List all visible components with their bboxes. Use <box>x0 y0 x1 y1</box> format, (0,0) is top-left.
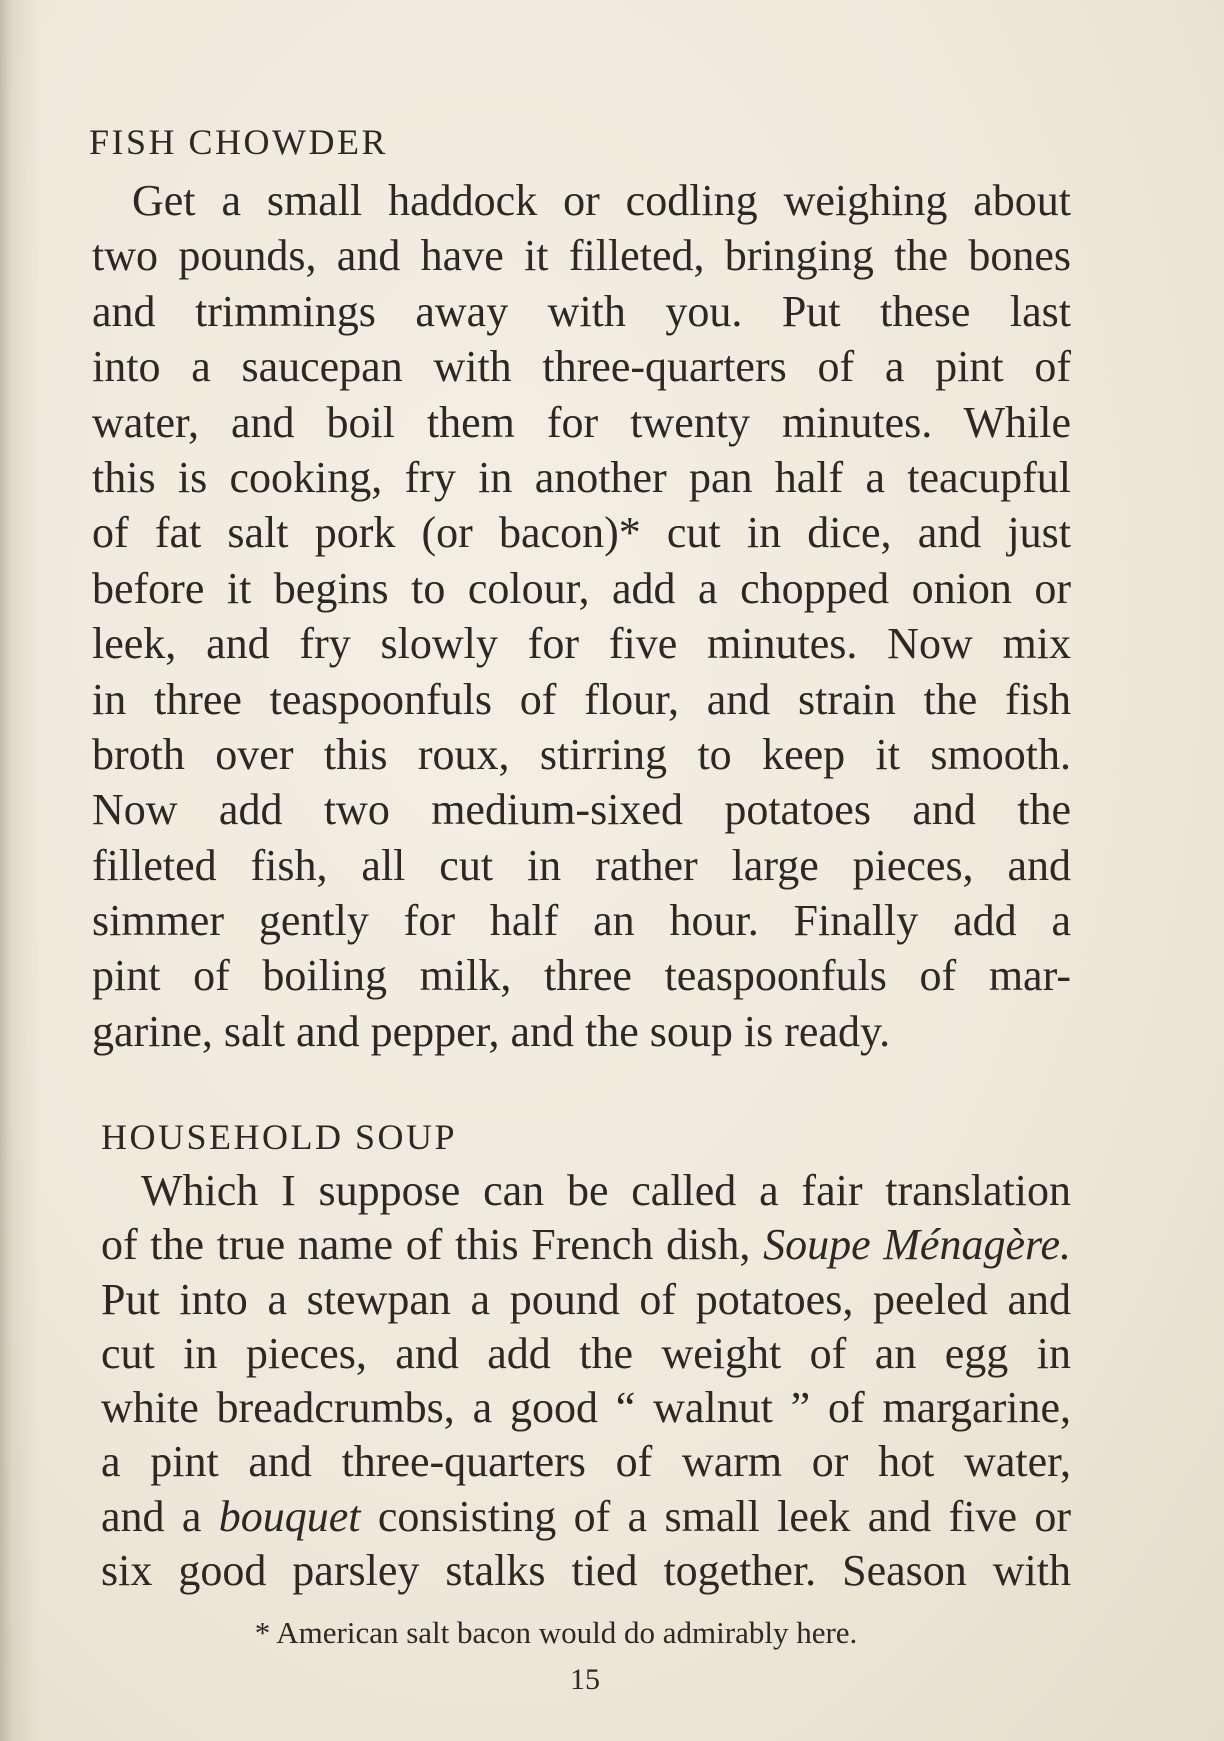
body-line: this is cooking, fry in another pan half a teacupful <box>92 452 1071 502</box>
body-line: leek, and fry slowly for five minutes. Now mix <box>92 619 1071 669</box>
body-line: pint of boiling milk, three teaspoonfuls of mar- <box>92 951 1071 1001</box>
body-line: filleted fish, all cut in rather large pieces, and <box>92 840 1071 890</box>
body-line: white breadcrumbs, a good “ walnut ” of margarine, <box>101 1383 1071 1433</box>
body-text: and a <box>101 1491 219 1541</box>
body-line: broth over this roux, stirring to keep it smooth. <box>92 729 1071 779</box>
recipe-body-household-soup <box>101 1164 1071 1598</box>
body-text: consisting of a small leek and five or <box>360 1491 1071 1541</box>
body-text: of the true name of this French dish, <box>101 1220 764 1270</box>
italic-term: bouquet <box>218 1491 361 1541</box>
italic-dish-name: Soupe Ménagère. <box>763 1220 1071 1270</box>
body-line <box>101 1490 1071 1544</box>
body-line: in three teaspoonfuls of flour, and strain the fish <box>92 674 1071 724</box>
body-line: and trimmings away with you. Put these last <box>92 286 1071 336</box>
body-line: two pounds, and have it filleted, bringing the bones <box>92 231 1071 281</box>
body-line: cut in pieces, and add the weight of an egg in <box>101 1328 1071 1378</box>
recipe-heading-fish-chowder: FISH CHOWDER <box>89 122 389 162</box>
body-line: a pint and three-quarters of warm or hot water, <box>101 1437 1071 1487</box>
body-line: six good parsley stalks tied together. Season with <box>101 1546 1071 1596</box>
body-line: garine, salt and pepper, and the soup is ready. <box>92 1006 891 1056</box>
body-line: simmer gently for half an hour. Finally add a <box>92 896 1071 946</box>
body-line: Put into a stewpan a pound of potatoes, peeled and <box>101 1274 1071 1324</box>
body-line: Get a small haddock or codling weighing about <box>132 176 1071 225</box>
footnote: * American salt bacon would do admirably here. <box>254 1615 858 1650</box>
body-line: into a saucepan with three-quarters of a pint of <box>92 342 1071 392</box>
body-line: of fat salt pork (or bacon)* cut in dice, and just <box>92 508 1071 558</box>
body-line: Which I suppose can be called a fair translation <box>141 1166 1071 1215</box>
body-line: Now add two medium-sixed potatoes and the <box>92 785 1071 835</box>
recipe-body-fish-chowder <box>92 173 1071 1059</box>
page-number: 15 <box>570 1663 600 1696</box>
body-line: water, and boil them for twenty minutes. While <box>92 397 1071 447</box>
recipe-heading-household-soup: HOUSEHOLD SOUP <box>101 1117 458 1157</box>
body-line: before it begins to colour, add a chopped onion or <box>92 563 1071 613</box>
body-line <box>101 1218 1071 1272</box>
